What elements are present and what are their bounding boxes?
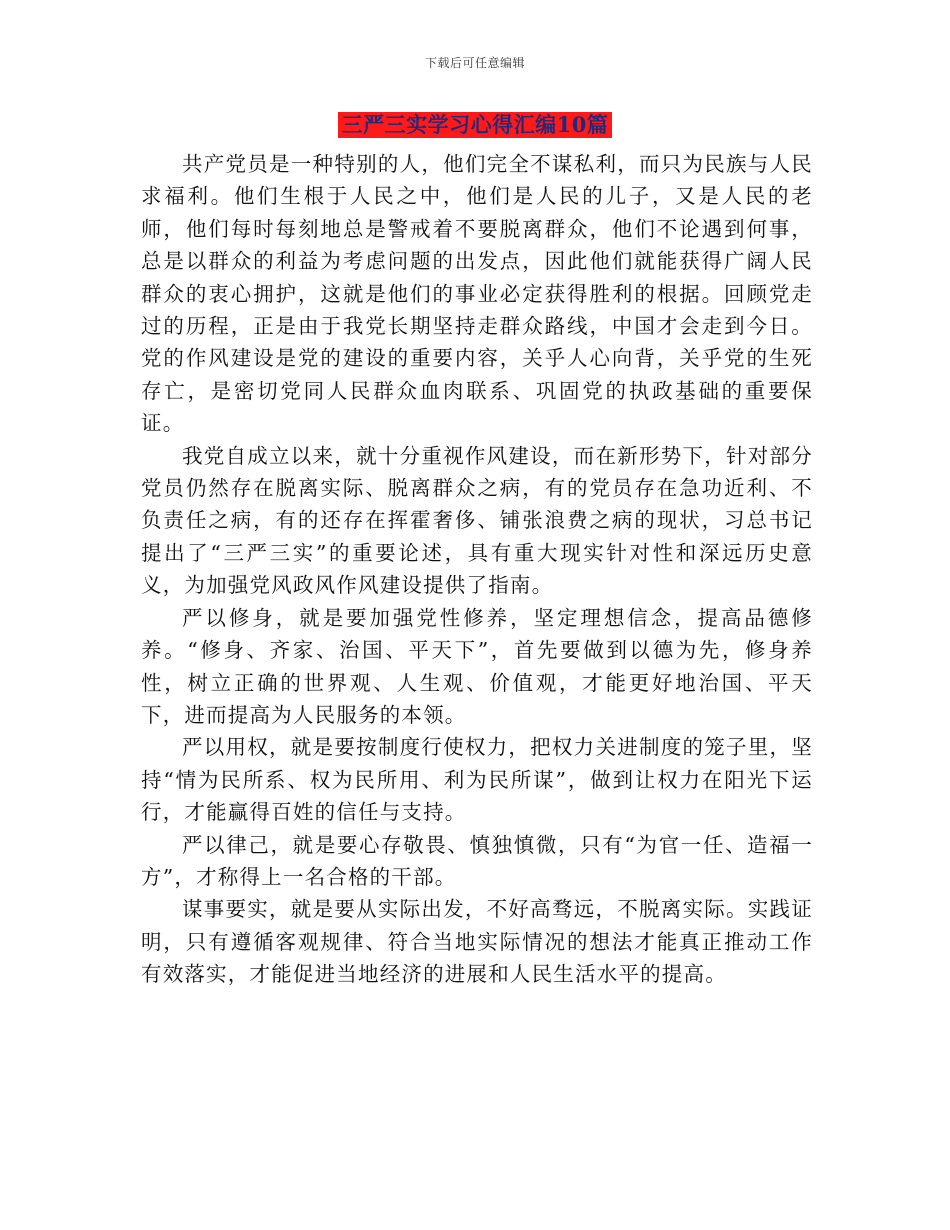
title-wrap	[0, 112, 950, 138]
paragraph-2: 我党自成立以来，就十分重视作风建设，而在新形势下，针对部分党员仍然存在脱离实际、脱离群众之病，有的党员存在急功近利、不负责任之病，有的还存在挥霍奢侈、铺张浪费之病的现状，习总书记提出了“三严三实”的重要论述，具有重大现实针对性和深远历史意义，为加强党风政风作风建设提供了指南。	[141, 443, 813, 598]
document-title: 三严三实学习心得汇编10篇	[338, 112, 613, 138]
paragraph-4: 严以用权，就是要按制度行使权力，把权力关进制度的笼子里，坚持“情为民所系、权为民所用、利为民所谋”，做到让权力在阳光下运行，才能赢得百姓的信任与支持。	[141, 735, 813, 825]
paragraph-1: 共产党员是一种特别的人，他们完全不谋私利，而只为民族与人民求福利。他们生根于人民之中，他们是人民的儿子，又是人民的老师，他们每时每刻地总是警戒着不要脱离群众，他们不论遇到何事，总是以群众的利益为考虑问题的出发点，因此他们就能获得广阔人民群众的衷心拥护，这就是他们的事业必定获得胜利的根据。回顾党走过的历程，正是由于我党长期坚持走群众路线，中国才会走到今日。党的作风建设是党的建设的重要内容，关乎人心向背，关乎党的生死存亡，是密切党同人民群众血肉联系、巩固党的执政基础的重要保证。	[141, 152, 813, 436]
paragraph-6: 谋事要实，就是要从实际出发，不好高骛远，不脱离实际。实践证明，只有遵循客观规律、符合当地实际情况的想法才能真正推动工作有效落实，才能促进当地经济的进展和人民生活水平的提高。	[141, 897, 813, 987]
paragraph-5: 严以律己，就是要心存敬畏、慎独慎微，只有“为官一任、造福一方”，才称得上一名合格的干部。	[141, 832, 813, 889]
paragraph-3: 严以修身，就是要加强党性修养，坚定理想信念，提高品德修养。“修身、齐家、治国、平天下”，首先要做到以德为先，修身养性，树立正确的世界观、人生观、价值观，才能更好地治国、平天下，进而提高为人民服务的本领。	[141, 605, 813, 727]
header-note: 下载后可任意编辑	[424, 56, 525, 70]
document-body	[141, 148, 813, 991]
